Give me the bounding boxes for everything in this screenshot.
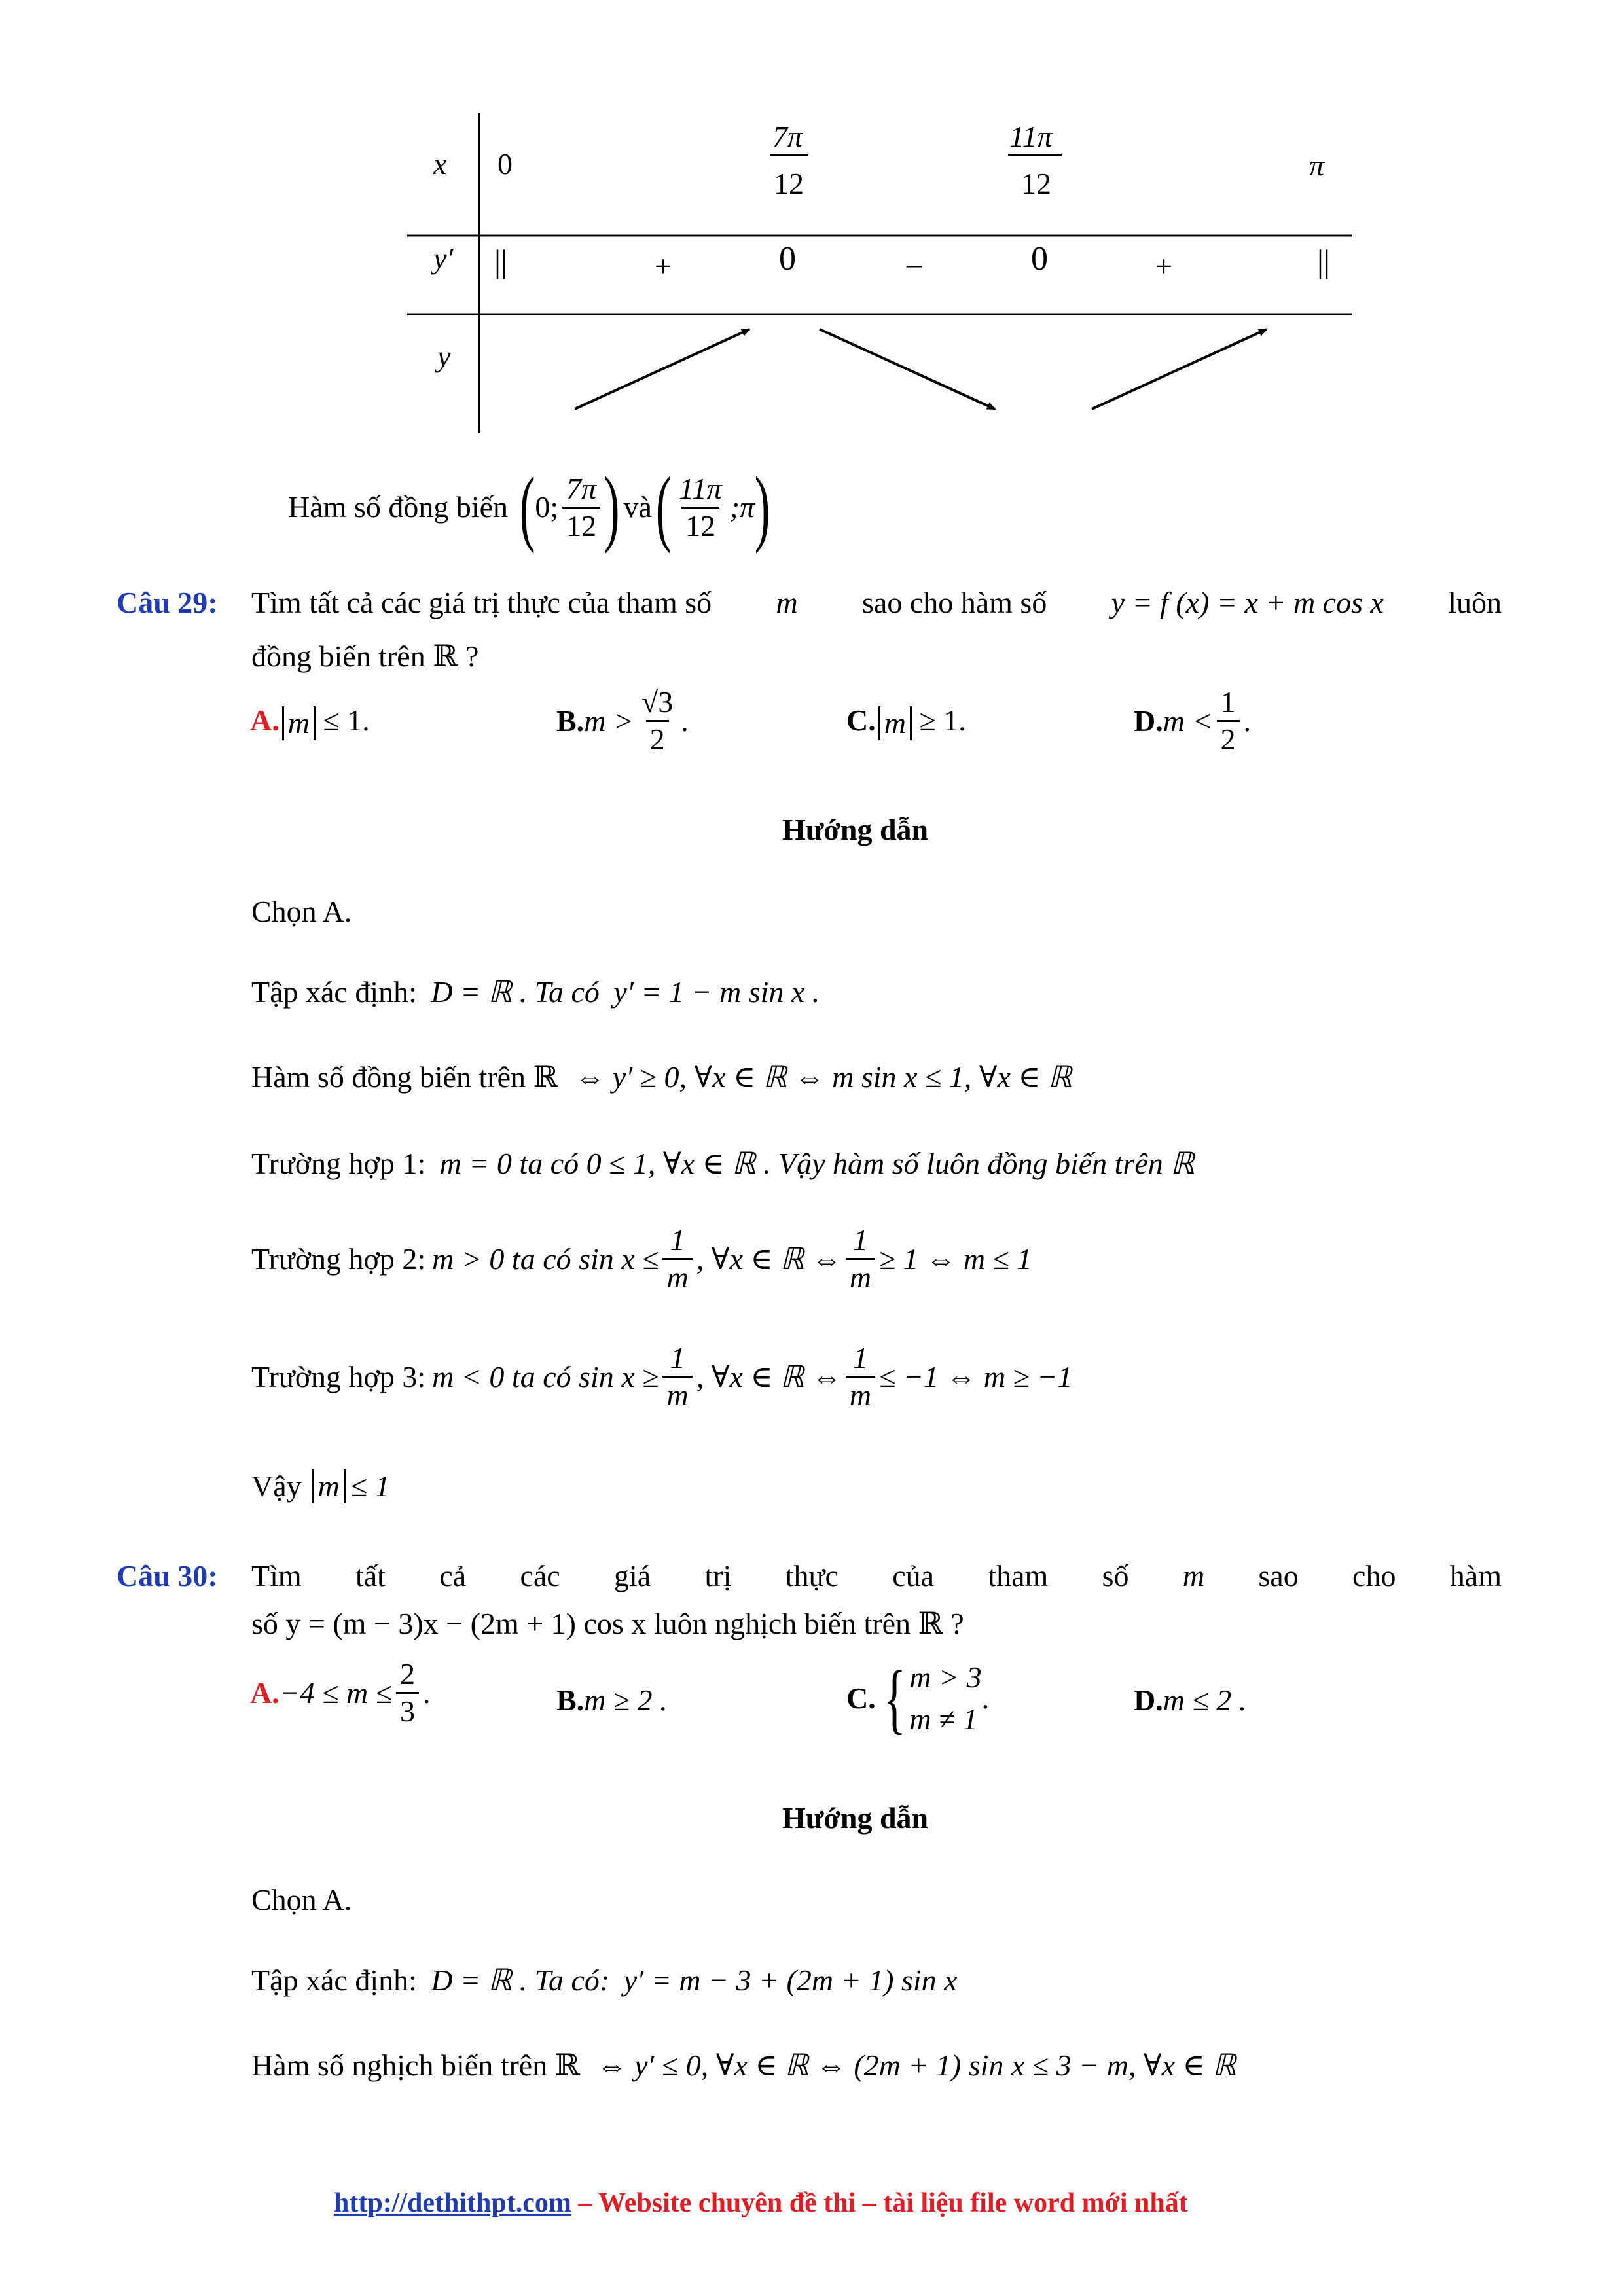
fraction-den: 3	[396, 1692, 419, 1727]
q29-option-c[interactable]: C. m ≥ 1.	[846, 704, 966, 740]
option-text: .	[1243, 704, 1251, 738]
q29-option-d[interactable]	[1134, 687, 1251, 755]
option-text: .	[423, 1676, 431, 1710]
x-value-12a: 12	[774, 167, 804, 200]
q29-line-1	[251, 588, 1502, 618]
fraction-den: 12	[681, 507, 719, 541]
q29-line-2: đồng biến trên ℝ ?	[251, 639, 479, 673]
q29-option-a[interactable]: A. m ≤ 1.	[250, 704, 370, 740]
increase-arrow-1	[575, 329, 749, 409]
x-value-0: 0	[497, 147, 513, 181]
case-label: Trường hợp 3:	[251, 1359, 426, 1393]
domain-text: D = ℝ . Ta có	[431, 975, 600, 1009]
fraction-den: m	[662, 1376, 692, 1410]
fraction-num: 1	[853, 1223, 868, 1257]
q30-word: các	[520, 1559, 560, 1592]
derivative-bar-right: ||	[1317, 243, 1331, 279]
x-frac-bar-1	[770, 154, 808, 156]
q30-option-b[interactable]	[556, 1685, 668, 1715]
option-label: C.	[846, 704, 876, 737]
x-value-7pi: 7π	[772, 120, 803, 153]
q29-domain	[251, 977, 820, 1007]
interval-2: ( $\frac{11\pi}{12}$ ;π )	[655, 460, 770, 554]
x-value-11pi: 11π	[1009, 120, 1053, 153]
conclusion-abs: m	[312, 1469, 346, 1503]
q30-word: thực	[785, 1559, 839, 1592]
q30-word: tất	[355, 1559, 386, 1592]
option-label: D.	[1134, 1683, 1163, 1717]
case-text: ≥ 1 ⇔ m ≤ 1	[879, 1242, 1032, 1276]
condition-math: ⇔ y′ ≤ 0, ∀x ∈ ℝ ⇔ (2m + 1) sin x ≤ 3 − m, ∀x ∈ ℝ	[596, 2049, 1236, 2082]
case-fraction	[662, 1343, 692, 1410]
option-label: A.	[250, 704, 280, 737]
q30-word: giá	[614, 1559, 651, 1592]
condition-label: Hàm số nghịch biến trên ℝ	[251, 2049, 580, 2082]
option-label: D.	[1134, 704, 1163, 738]
q30-domain	[251, 1965, 958, 1996]
q29-condition	[251, 1062, 1072, 1092]
case-text: , ∀x ∈ ℝ ⇔	[696, 1242, 842, 1276]
case-text: m > 0 ta có sin x ≤	[432, 1242, 659, 1276]
decrease-arrow	[820, 329, 995, 409]
fraction-den: m	[846, 1376, 875, 1410]
row-label-x: x	[433, 147, 447, 181]
case-fraction	[662, 1225, 692, 1293]
derivative-zero-2: 0	[1031, 240, 1048, 278]
fraction-num: 1	[853, 1341, 868, 1374]
domain-text: D = ℝ . Ta có:	[431, 1964, 610, 1997]
domain-label: Tập xác định:	[251, 1964, 417, 1997]
fraction-num: √3	[641, 685, 674, 719]
q30-word: sao	[1258, 1559, 1299, 1592]
option-fraction	[638, 687, 677, 755]
derivative-text: y′ = 1 − m sin x .	[613, 975, 820, 1009]
fraction-num: 1	[1220, 685, 1236, 719]
fraction-num: 1	[670, 1341, 685, 1374]
q30-word: trị	[704, 1559, 732, 1592]
option-label: A.	[250, 1676, 280, 1710]
fraction-num: 7π	[566, 471, 597, 505]
condition-label: Hàm số đồng biến trên ℝ	[251, 1060, 558, 1094]
footer-text: – Website chuyên đề thi – tài liệu file word mới nhất	[571, 2188, 1188, 2218]
case-text: , ∀x ∈ ℝ ⇔	[696, 1359, 842, 1393]
q30-word: Tìm	[251, 1559, 302, 1592]
interval-2-right: ;π	[729, 490, 755, 524]
option-text: m <	[1163, 704, 1213, 738]
derivative-plus-2: +	[1155, 249, 1172, 283]
interval-1-fraction	[562, 471, 600, 543]
case-fraction	[846, 1343, 875, 1410]
case-label: Trường hợp 1:	[251, 1147, 426, 1180]
intro-line	[288, 460, 770, 554]
q29-case-2	[251, 1225, 1032, 1293]
increase-arrow-2	[1092, 329, 1267, 409]
derivative-minus: –	[907, 247, 922, 280]
case-text: m < 0 ta có sin x ≥	[432, 1359, 659, 1393]
q29-function: y = f (x) = x + m cos x	[1111, 586, 1384, 619]
option-text: .	[681, 704, 689, 738]
q30-word: cho	[1352, 1559, 1396, 1592]
q29-text-c: luôn	[1448, 586, 1502, 619]
conclusion-text: ≤ 1	[350, 1469, 390, 1503]
q30-word: số	[1102, 1559, 1129, 1592]
fraction-num: 11π	[679, 471, 722, 505]
q29-text-a: Tìm tất cả các giá trị thực của tham số	[251, 586, 712, 619]
x-value-pi: π	[1309, 149, 1325, 182]
option-text: m >	[584, 704, 634, 738]
conclusion-label: Vậy	[251, 1469, 302, 1503]
q30-option-d[interactable]	[1134, 1685, 1246, 1715]
interval-2-fraction	[675, 471, 726, 543]
q30-word: m	[1182, 1559, 1205, 1592]
fraction-den: 2	[646, 720, 669, 755]
q30-word: tham	[988, 1559, 1049, 1592]
q29-conclusion	[251, 1469, 390, 1503]
interval-1: ( 0; $\frac{7\pi}{12}$ )	[519, 460, 620, 554]
option-label: B.	[556, 1683, 585, 1717]
q30-word: cả	[439, 1559, 467, 1592]
row-label-yprime: y′	[433, 242, 454, 275]
option-text: −4 ≤ m ≤	[279, 1676, 392, 1710]
q30-option-c[interactable]	[846, 1655, 990, 1742]
system-row: m ≠ 1	[909, 1702, 978, 1736]
x-value-12b: 12	[1021, 167, 1051, 200]
option-label: C.	[846, 1681, 876, 1715]
option-label: B.	[556, 704, 585, 738]
option-fraction	[1217, 687, 1240, 755]
option-system: { m > 3 m ≠ 1	[883, 1655, 982, 1742]
domain-label: Tập xác định:	[251, 975, 417, 1009]
intro-text: Hàm số đồng biến	[288, 490, 509, 524]
interval-1-left: 0;	[535, 490, 559, 524]
system-row: m > 3	[909, 1660, 982, 1694]
derivative-plus-1: +	[655, 249, 672, 283]
case-label: Trường hợp 2:	[251, 1242, 426, 1276]
fraction-num: 2	[400, 1657, 415, 1691]
q29-option-b[interactable]	[556, 687, 689, 755]
q30-line-2: số y = (m − 3)x − (2m + 1) cos x luôn nghịch biến trên ℝ ?	[251, 1607, 964, 1640]
case-text: ≤ −1 ⇔ m ≥ −1	[879, 1359, 1073, 1393]
q30-word: hàm	[1449, 1559, 1502, 1592]
derivative-text: y′ = m − 3 + (2m + 1) sin x	[623, 1964, 958, 1997]
q30-condition	[251, 2051, 1236, 2081]
x-frac-bar-2	[1008, 154, 1062, 156]
row-label-y: y	[437, 340, 451, 373]
q29-case-1	[251, 1149, 1195, 1179]
option-fraction	[396, 1659, 419, 1727]
fraction-den: 2	[1217, 720, 1240, 755]
fraction-den: 12	[562, 507, 600, 541]
q30-word: của	[892, 1559, 935, 1592]
q30-option-a[interactable]	[250, 1659, 431, 1727]
q30-choose: Chọn A.	[251, 1883, 352, 1916]
fraction-den: m	[846, 1258, 875, 1293]
q29-text-b: sao cho hàm số	[862, 586, 1047, 619]
derivative-bar-left: ||	[494, 243, 508, 279]
condition-math: ⇔ y′ ≥ 0, ∀x ∈ ℝ ⇔ m sin x ≤ 1, ∀x ∈ ℝ	[575, 1060, 1072, 1094]
q29-var-m: m	[776, 586, 798, 619]
variation-table	[0, 0, 1624, 458]
option-text: m ≥ 2 .	[584, 1683, 668, 1717]
fraction-num: 1	[670, 1223, 685, 1257]
footer	[334, 2189, 1188, 2217]
q30-guide-title: Hướng dẫn	[782, 1801, 929, 1835]
q29-case-3	[251, 1343, 1072, 1410]
q29-choose: Chọn A.	[251, 895, 352, 928]
q30-label: Câu 30:	[117, 1559, 218, 1592]
derivative-zero-1: 0	[779, 240, 796, 278]
fraction-den: m	[662, 1258, 692, 1293]
case-text: m = 0 ta có 0 ≤ 1, ∀x ∈ ℝ . Vậy hàm số luôn đồng biến trên ℝ	[439, 1147, 1195, 1180]
intro-connector: và	[623, 490, 652, 524]
case-fraction	[846, 1225, 875, 1293]
q29-guide-title: Hướng dẫn	[782, 813, 929, 846]
option-text: .	[981, 1681, 990, 1715]
q29-label: Câu 29:	[117, 586, 218, 619]
option-text: m ≤ 2 .	[1163, 1683, 1247, 1717]
footer-link[interactable]: http://dethithpt.com	[334, 2188, 571, 2218]
q30-line-1	[251, 1561, 1502, 1591]
